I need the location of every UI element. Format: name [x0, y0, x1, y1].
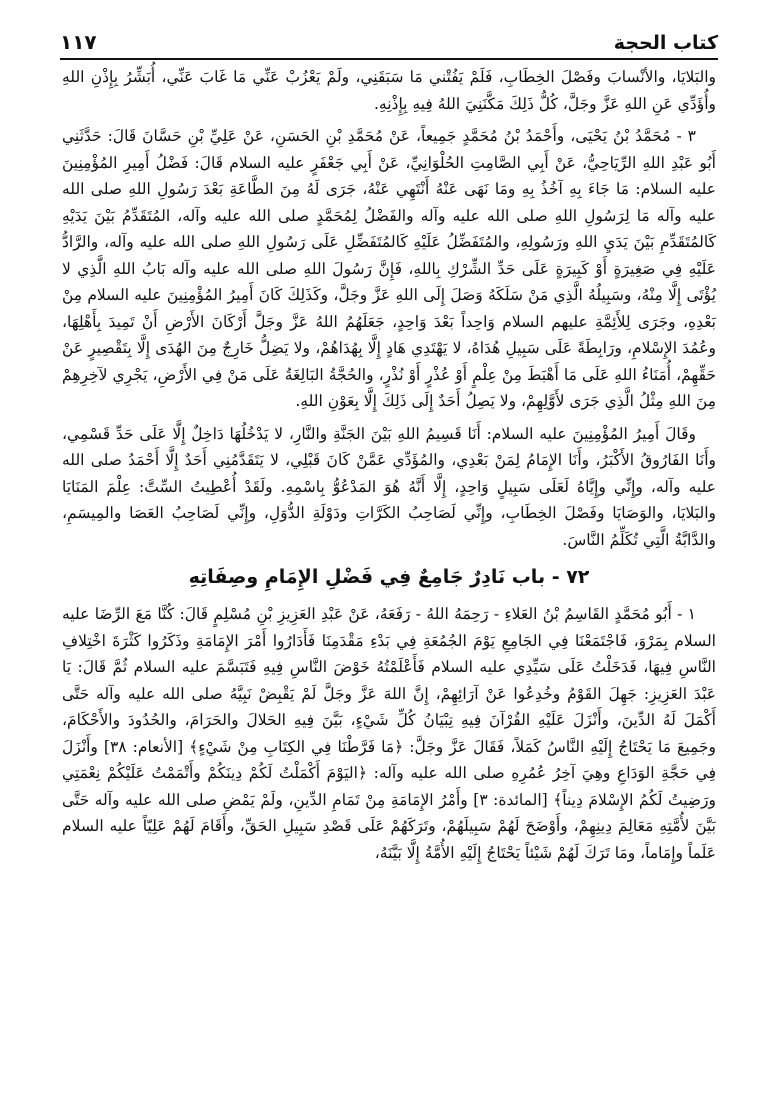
running-title: كتاب الحجة	[613, 32, 718, 54]
paragraph: ٣ - مُحَمَّدُ بْنُ يَحْيَى، وأَحْمَدُ بْنُ مُحَمَّدٍ جَمِيعاً، عَنْ مُحَمَّدِ بْنِ الحَسَنِ، عَنْ عَلِيِّ بْنِ حَسَّانَ قَالَ: حَدَّثَنِي أَبُو عَبْدِ اللهِ الرِّيَاحِيُّ، عَنْ أَبِي الصَّامِتِ الحُلْوَانِيِّ، عَنْ أَبِي جَعْفَرٍ عليه السلام قَالَ: فَضْلُ أَمِيرِ المُؤْمِنِينَ عليه السلام: مَا جَاءَ بِهِ آخُذُ بِهِ ومَا نَهَى عَنْهُ أَنْتَهِي عَنْهُ، جَرَى لَهُ مِنَ الطَّاعَةِ بَعْدَ رَسُولِ اللهِ صلى الله عليه وآله مَا لِرَسُولِ اللهِ صلى الله عليه وآله والفَضْلُ لِمُحَمَّدٍ صلى الله عليه وآله، المُتَقَدِّمُ بَيْنَ يَدَيْهِ كَالمُتَقَدِّمِ بَيْنَ يَدَيِ اللهِ ورَسُولِهِ، والمُتَفَضِّلُ عَلَيْهِ كَالمُتَفَضِّلِ عَلَى رَسُولِ اللهِ صلى الله عليه وآله، والرَّادُّ عَلَيْهِ فِي صَغِيرَةٍ أَوْ كَبِيرَةٍ عَلَى حَدِّ الشِّرْكِ بِاللهِ، فَإِنَّ رَسُولَ اللهِ صلى الله عليه وآله بَابُ اللهِ الَّذِي لا يُؤْتَى إِلَّا مِنْهُ، وسَبِيلُهُ الَّذِي مَنْ سَلَكَهُ وَصَلَ إِلَى اللهِ عَزَّ وجَلَّ، وكَذَلِكَ كَانَ أَمِيرُ المُؤْمِنِينَ عليه السلام مِنْ بَعْدِهِ، وجَرَى لِلأَئِمَّةِ عليهم السلام وَاحِداً بَعْدَ وَاحِدٍ، جَعَلَهُمُ اللهُ عَزَّ وجَلَّ أَرْكَانَ الأَرْضِ أَنْ تَمِيدَ بِأَهْلِهَا، وعُمُدَ الإِسْلامِ، ورَابِطَةً عَلَى سَبِيلِ هُدَاهُ، لا يَهْتَدِي هَادٍ إِلَّا بِهُدَاهُمْ، ولا يَضِلُّ خَارِجٌ مِنَ الهُدَى إِلَّا بِتَقْصِيرٍ عَنْ حَقِّهِمْ، أُمَنَاءُ اللهِ عَلَى مَا أَهْبَطَ مِنْ عِلْمٍ أَوْ عُذْرٍ أَوْ نُذْرٍ، والحُجَّةُ البَالِغَةُ عَلَى مَنْ فِي الأَرْضِ، يَجْرِي لآخِرِهِمْ مِنَ اللهِ مِثْلُ الَّذِي جَرَى لأَوَّلِهِمْ، ولا يَصِلُ أَحَدٌ إِلَى ذَلِكَ إِلَّا بِعَوْنِ اللهِ.	[62, 127, 716, 410]
chapter-heading: ٧٢ - باب نَادِرٌ جَامِعٌ فِي فَضْلِ الإِمَامِ وصِفَاتِهِ	[188, 566, 590, 588]
page-header	[60, 20, 718, 54]
body-text	[62, 64, 716, 872]
paragraph: والبَلايَا، والأنْسابَ وفَصْلَ الخِطَابِ، فَلَمْ يَفُتْني مَا سَبَقَنِي، ولَمْ يَعْزُبْ عَنِّي مَا غَابَ عَنِّي، أُبَشِّرُ بِإِذْنِ اللهِ وأُؤَدِّي عَنِ اللهِ عَزَّ وجَلَّ، كُلُّ ذَلِكَ مَكَّنَنِيَ اللهُ فِيهِ بِإِذْنِهِ.	[62, 68, 716, 113]
paragraph: ١ - أَبُو مُحَمَّدٍ القَاسِمُ بْنُ العَلاءِ - رَحِمَهُ اللهُ - رَفَعَهُ، عَنْ عَبْدِ العَزِيزِ بْنِ مُسْلِمٍ قَالَ: كُنَّا مَعَ الرِّضَا عليه السلام بِمَرْوَ، فَاجْتَمَعْنَا فِي الجَامِعِ يَوْمَ الجُمُعَةِ فِي بَدْءِ مَقْدَمِنَا فَأَدَارُوا أَمْرَ الإِمَامَةِ وذَكَرُوا كَثْرَةَ اخْتِلافِ النَّاسِ فِيهَا، فَدَخَلْتُ عَلَى سَيِّدِي عليه السلام فَأَعْلَمْتُهُ خَوْضَ النَّاسِ فِيهِ فَتَبَسَّمَ عليه السلام ثُمَّ قَالَ: يَا عَبْدَ العَزِيزِ: جَهِلَ القَوْمُ وخُدِعُوا عَنْ آرَائِهِمْ، إِنَّ اللهَ عَزَّ وجَلَّ لَمْ يَقْبِضْ نَبِيَّهُ صلى الله عليه وآله حَتَّى أَكْمَلَ لَهُ الدِّينَ، وأَنْزَلَ عَلَيْهِ القُرْآنَ فِيهِ تِبْيَانُ كُلِّ شَيْءٍ، بَيَّنَ فِيهِ الحَلالَ والحَرَامَ، والحُدُودَ والأَحْكَامَ، وجَمِيعَ مَا يَحْتَاجُ إِلَيْهِ النَّاسُ كَمَلاً، فَقَالَ عَزَّ وجَلَّ: ﴿مَا فَرَّطْنَا فِي الكِتَابِ مِنْ شَيْءٍ﴾ [الأنعام: ٣٨] وأَنْزَلَ فِي حَجَّةِ الوَدَاعِ وهِيَ آخِرُ عُمُرِهِ صلى الله عليه وآله: ﴿اليَوْمَ أَكْمَلْتُ لَكُمْ دِينَكُمْ وأَتْمَمْتُ عَلَيْكُمْ نِعْمَتِي ورَضِيتُ لَكُمُ الإِسْلامَ دِيناً﴾ [المائدة: ٣] وأَمْرُ الإِمَامَةِ مِنْ تَمَامِ الدِّينِ، ولَمْ يَمْضِ صلى الله عليه وآله حَتَّى بَيَّنَ لأُمَّتِهِ مَعَالِمَ دِينِهِمْ، وأَوْضَحَ لَهُمْ سَبِيلَهُمْ، وتَرَكَهُمْ عَلَى قَصْدِ سَبِيلِ الحَقِّ، وأَقَامَ لَهُمْ عَلِيّاً عليه السلام عَلَماً وإِمَاماً، ومَا تَرَكَ لَهُمْ شَيْئاً يَحْتَاجُ إِلَيْهِ الأُمَّةُ إِلَّا بَيَّنَهُ،	[62, 605, 716, 862]
paragraph: وقَالَ أَمِيرُ المُؤْمِنِينَ عليه السلام: أَنَا قَسِيمُ اللهِ بَيْنَ الجَنَّةِ والنَّارِ، لا يَدْخُلُهَا دَاخِلٌ إِلَّا عَلَى حَدِّ قَسْمِي، وأَنَا الفَارُوقُ الأَكْبَرُ، وأَنَا الإِمَامُ لِمَنْ بَعْدِي، والمُؤَدِّي عَمَّنْ كَانَ قَبْلِي، لا يَتَقَدَّمُنِي أَحَدٌ إِلَّا أَحْمَدُ صلى الله عليه وآله، وإِنِّي وإِيَّاهُ لَعَلَى سَبِيلٍ وَاحِدٍ، إِلَّا أَنَّهُ هُوَ المَدْعُوُّ بِاسْمِهِ. ولَقَدْ أُعْطِيتُ السِّتَّ: عِلْمَ المَنَايَا والبَلايَا، والوَصَايَا وفَصْلَ الخِطَابِ، وإِنِّي لَصَاحِبُ الكَرَّاتِ ودَوْلَةِ الدُّوَلِ، وإِنِّي لَصَاحِبُ العَصَا والمِيسَمِ، والدَّابَّةُ الَّتِي تُكَلِّمُ النَّاسَ.	[62, 424, 716, 549]
page-number: ١١٧	[60, 30, 97, 54]
header-rule	[60, 58, 718, 60]
